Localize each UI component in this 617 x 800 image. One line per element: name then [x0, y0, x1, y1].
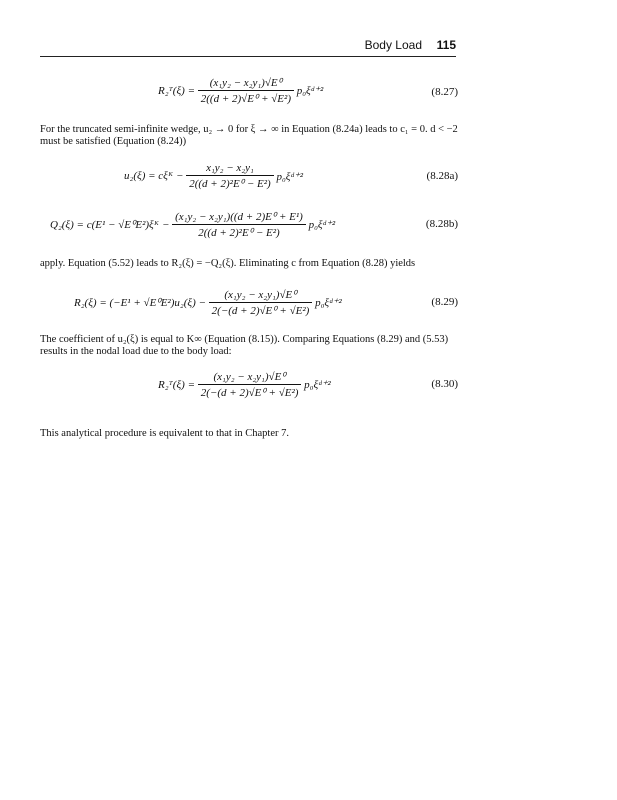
equation-numerator: (x₁y₂ − x₂y₁)√E⁰	[198, 370, 302, 385]
equation-8-29	[74, 288, 458, 317]
equation-denominator: 2((d + 2)√E⁰ + √E²)	[200, 93, 291, 105]
header-rule	[40, 56, 456, 57]
paragraph: For the truncated semi-infinite wedge, u₂ → 0 for ξ → ∞ in Equation (8.24a) leads to c₁ = 0. d < −2 must be satisfied (Equation (8.24))	[40, 124, 458, 147]
page-number: 115	[436, 38, 456, 52]
equation-number: (8.28a)	[426, 170, 458, 182]
equation-lhs: R₂ᵀ(ξ) =	[158, 378, 196, 391]
equation-8-28b	[50, 210, 458, 239]
equation-lhs: R₂(ξ) = (−E¹ + √E⁰E²)u₂(ξ) −	[74, 297, 206, 309]
paragraph: apply. Equation (5.52) leads to R₂(ξ) = −Q₂(ξ). Eliminating c from Equation (8.28) yields	[40, 258, 416, 269]
equation-numerator: (x₁y₂ − x₂y₁)((d + 2)E⁰ + E¹)	[172, 210, 306, 225]
equation-lhs: R₂ᵀ(ξ) =	[158, 84, 196, 97]
equation-number: (8.28b)	[425, 218, 458, 230]
equation-denominator: 2(−(d + 2)√E⁰ + √E²)	[211, 305, 310, 317]
equation-fraction	[198, 370, 302, 399]
equation-denominator: 2((d + 2)²E⁰ − E²)	[198, 227, 280, 239]
paragraph: The coefficient of u₂(ξ) is equal to K∞ (Equation (8.15)). Comparing Equations (8.29) and (5.53) results in the nodal load due to the body load:	[40, 334, 449, 357]
equation-tail: p₀ξᵈ⁺²	[315, 297, 342, 309]
equation-denominator: 2(−(d + 2)√E⁰ + √E²)	[200, 387, 299, 399]
section-title: Body Load	[364, 38, 422, 52]
equation-denominator: 2((d + 2)²E⁰ − E²)	[189, 178, 271, 190]
equation-8-27	[158, 76, 458, 105]
equation-number: (8.29)	[431, 296, 458, 308]
equation-fraction	[186, 162, 273, 190]
equation-tail: p₀ξᵈ⁺²	[304, 379, 331, 391]
equation-numerator: (x₁y₂ − x₂y₁)√E⁰	[209, 288, 313, 303]
equation-number: (8.27)	[431, 86, 458, 98]
equation-tail: p₀ξᵈ⁺²	[276, 170, 303, 183]
equation-8-30	[158, 370, 458, 399]
equation-8-28a	[124, 162, 458, 190]
equation-tail: p₀ξᵈ⁺²	[308, 219, 336, 231]
equation-numerator: (x₁y₂ − x₂y₁)√E⁰	[198, 76, 294, 91]
equation-numerator: x₁y₂ − x₂y₁	[186, 162, 273, 176]
equation-fraction	[209, 288, 313, 317]
equation-fraction	[198, 76, 294, 105]
equation-lhs: Q₂(ξ) = c(E¹ − √E⁰E²)ξᴷ −	[50, 219, 170, 231]
paragraph: This analytical procedure is equivalent to that in Chapter 7.	[40, 428, 290, 439]
equation-number: (8.30)	[431, 378, 458, 390]
equation-tail: p₀ξᵈ⁺²	[296, 85, 324, 97]
equation-fraction	[172, 210, 306, 239]
equation-lhs: u₂(ξ) = cξᴷ −	[124, 170, 184, 182]
